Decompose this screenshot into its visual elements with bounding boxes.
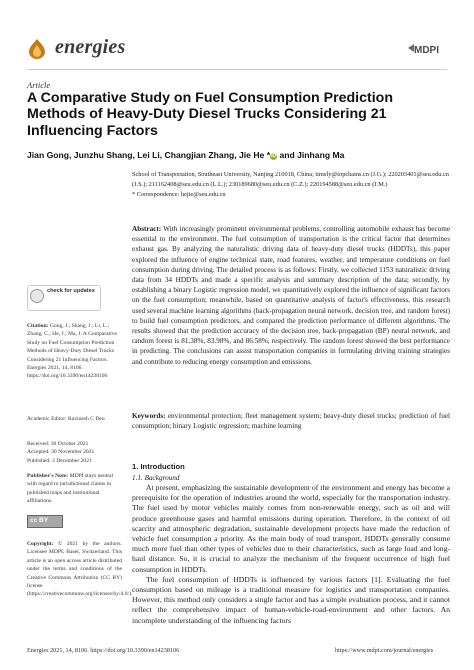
publisher-note-label: Publisher's Note: (27, 473, 69, 479)
intro-body (132, 483, 450, 626)
published-date: Published: 3 December 2021 (27, 457, 92, 464)
updates-icon (30, 289, 44, 303)
paper-title: A Comparative Study on Fuel Consumption Prediction Methods of Heavy-Duty Diesel Trucks Considering 21 Influencing Factors (27, 90, 394, 139)
keywords-text: environmental protection; fleet management system; heavy-duty diesel trucks; prediction of fuel consumption; binary Logistic regression; machine learning (132, 412, 451, 431)
abstract (132, 224, 450, 367)
copyright-label: Copyright: (27, 541, 54, 547)
paragraph: The fuel consumption of HDDTs is influenced by various factors [1]. Evaluating the fuel consumption based on mileage is a traditional measure for logistics and transportation companies. However, this method only considers a single factor and has a simple evaluation process, and it cannot reflect the comprehensive impact of human-vehicle-road-environment and other factors. An incomplete understanding of the influencing factors (132, 574, 450, 625)
affiliation-text: School of Transportation, Southeast University, Nanjing 210018, China; timely@topchains.cn (J.G.); 220203401@seu.edu.cn (J.S.); 211162408@seu.edu.cn (L.L.); 230189680@seu.edu.cn (C.Z.); 220194588@seu.edu.cn (J.M.) (132, 171, 449, 188)
subsection-heading: 1.1. Background (132, 474, 180, 482)
section-heading: 1. Introduction (132, 462, 185, 471)
abstract-text: With increasingly prominent environmental problems, controlling automobile exhaust has become essential to the environment. The fuel consumption of transportation is the critical factor that determines exhaust gas. By analyzing the naturalistic driving data of heavy-duty diesel trucks (HDDTs), this paper explored the influence of engine technical state, road features, weather, and temperature conditions on fuel consumption during driving. The detailed process is as follows: Firstly, we collected 1153 naturalistic driving data from 34 HDDTs and made a specific analysis and summary description of the data; secondly, by establishing a binary Logistic regression model, we quantitatively explored the influence of significant factors on the fuel consumption; meanwhile, based on quantitative analysis of factor's effectiveness, this research used several machine learning algorithms (back-propagation neural network, decision tree, and random forest) to build fuel consumption predictors, and compared the prediction performance of different algorithms. The results showed that the prediction accuracy of the decision tree, back-propagation (BP) neural network, and random forest is 81.38%, 83.98%, and 86.58%, respectively. The random forest showed the best performance in predicting. The conclusions can assist transportation companies in formulating driving training strategies and contribute to reducing energy consumption and emissions. (132, 225, 451, 366)
abstract-label: Abstract: (132, 225, 162, 233)
check-updates-label: check for updates (47, 288, 95, 294)
article-type: Article (27, 80, 51, 90)
affiliations (132, 170, 450, 199)
academic-editor: Academic Editor: Ravinesh C Deo (27, 416, 105, 422)
citation-label: Citation: (27, 323, 49, 329)
header-divider (27, 69, 447, 70)
footer-url[interactable]: https://www.mdpi.com/journal/energies (335, 647, 434, 654)
keywords-label: Keywords: (132, 412, 166, 420)
keywords (132, 411, 450, 431)
orcid-icon[interactable]: iD (271, 153, 277, 159)
publisher-logo: MDPI (414, 45, 439, 56)
dates (27, 440, 122, 465)
last-author: and Jinhang Ma (279, 150, 345, 160)
author-list (27, 150, 447, 160)
correspondence-marker: * (266, 150, 271, 160)
paragraph: At present, emphasizing the sustainable development of the environment and energy has become a prerequisite for the operation of industries around the world, especially for the transportation industry. The fuel used by motor vehicles mainly comes from non-renewable energy, such as oil and will produce greenhouse gases and harmful emissions during operation. Therefore, in the context of oil scarcity and atmospheric degradation, sustainable development projects have made the reduction of vehicle fuel consumption a priority. As the main body of road transport, HDDTs generally consume much more fuel than other types of vehicles due to their characteristics, such as large load and long-haul distance. So, it is crucial to analyze the mechanism of the frequent occurrence of high fuel consumption in HDDTs. (132, 483, 450, 574)
accepted-date: Accepted: 30 November 2021 (27, 449, 95, 456)
received-date: Received: 30 October 2021 (27, 441, 89, 447)
author-names: Jian Gong, Junzhu Shang, Lei Li, Changjian Zhang, Jie He (27, 150, 265, 160)
publisher-note-text: MDPI stays neutral with regard to jurisdictional claims in published maps and institutional affiliations. (27, 473, 114, 505)
journal-name: energies (55, 36, 126, 58)
publisher-note (27, 472, 122, 506)
citation-text: Gong, J.; Shang, J.; Li, L.; Zhang, C.; He, J.; Ma, J. A Comparative Study on Fuel Consumption Prediction Methods of Heavy-Duty Diesel Trucks Considering 21 Influencing Factors. Energies 2021, 14, 8106. https://doi.org/10.3390/en14238106 (27, 323, 117, 380)
citation (27, 322, 122, 381)
copyright (27, 540, 133, 599)
journal-logo-icon (27, 38, 47, 60)
footer-citation: Energies 2021, 14, 8106. https://doi.org/10.3390/en14238106 (27, 647, 180, 654)
copyright-text: © 2021 by the authors. Licensee MDPI, Basel, Switzerland. This article is an open access article distributed under the terms and conditions of the Creative Commons Attribution (CC BY) license (https://creativecommons.org/licenses/by/4.0/). (27, 541, 133, 598)
correspondence: * Correspondence: hejie@seu.edu.cn (132, 190, 226, 198)
cc-badge-label: cc BY (30, 517, 49, 524)
